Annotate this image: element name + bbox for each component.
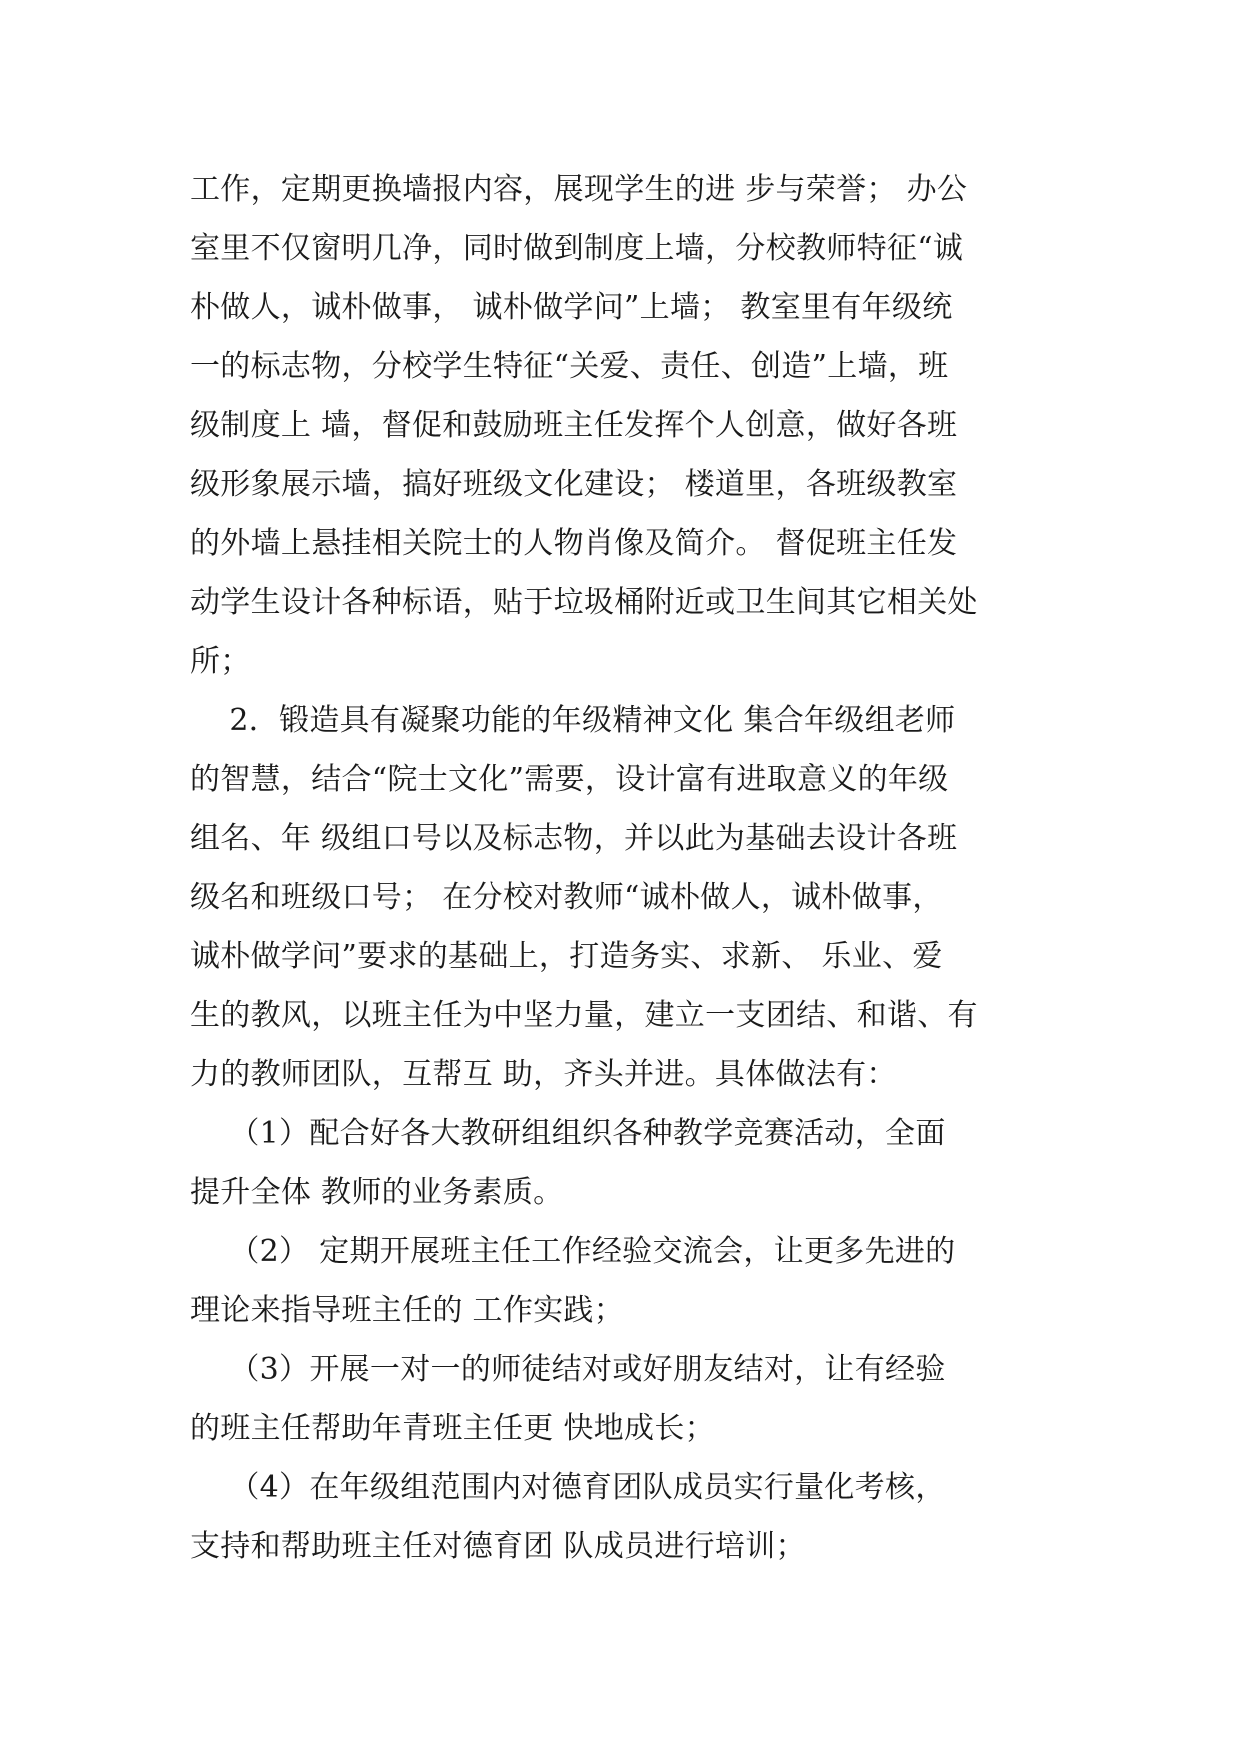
text-line: 力的教师团队，互帮互 助，齐头并进。具体做法有： — [190, 1057, 897, 1092]
body-text — [190, 160, 1070, 1576]
text-line: 级制度上 墙，督促和鼓励班主任发挥个人创意，做好各班 — [190, 408, 958, 443]
text-line: 支持和帮助班主任对德育团 队成员进行培训； — [190, 1529, 806, 1564]
text-line: 的班主任帮助年青班主任更 快地成长； — [190, 1411, 715, 1446]
text-line: 工作，定期更换墙报内容，展现学生的进 步与荣誉； 办公 — [190, 172, 968, 207]
text-line: 理论来指导班主任的 工作实践； — [190, 1293, 625, 1328]
text-line: 诚朴做学问”要求的基础上，打造务实、求新、 乐业、爱 — [190, 939, 943, 974]
text-line: 组名、年 级组口号以及标志物，并以此为基础去设计各班 — [190, 821, 958, 856]
text-line: 的智慧，结合“院士文化”需要，设计富有进取意义的年级 — [190, 762, 949, 797]
text-line: 的外墙上悬挂相关院士的人物肖像及简介。 督促班主任发 — [190, 526, 958, 561]
list-item-line: （1）配合好各大教研组组织各种教学竞赛活动，全面 — [190, 1116, 946, 1151]
text-line: 提升全体 教师的业务素质。 — [190, 1175, 564, 1210]
text-line: 一的标志物，分校学生特征“关爱、责任、创造”上墙，班 — [190, 349, 949, 384]
text-line: 级名和班级口号； 在分校对教师“诚朴做人，诚朴做事， — [190, 880, 943, 915]
list-item-line: （4）在年级组范围内对德育团队成员实行量化考核， — [190, 1470, 946, 1505]
paragraph-heading-line: 2．锻造具有凝聚功能的年级精神文化 集合年级组老师 — [190, 703, 956, 738]
text-line: 室里不仅窗明几净，同时做到制度上墙，分校教师特征“诚 — [190, 231, 964, 266]
list-item-line: （3）开展一对一的师徒结对或好朋友结对，让有经验 — [190, 1352, 946, 1387]
text-line: 朴做人，诚朴做事， 诚朴做学问”上墙； 教室里有年级统 — [190, 290, 953, 325]
text-line: 动学生设计各种标语，贴于垃圾桶附近或卫生间其它相关处 — [190, 585, 978, 620]
text-line: 生的教风，以班主任为中坚力量，建立一支团结、和谐、有 — [190, 998, 978, 1033]
list-item-line: （2） 定期开展班主任工作经验交流会，让更多先进的 — [190, 1234, 956, 1269]
text-line: 级形象展示墙，搞好班级文化建设； 楼道里，各班级教室 — [190, 467, 958, 502]
text-line: 所； — [190, 644, 251, 679]
